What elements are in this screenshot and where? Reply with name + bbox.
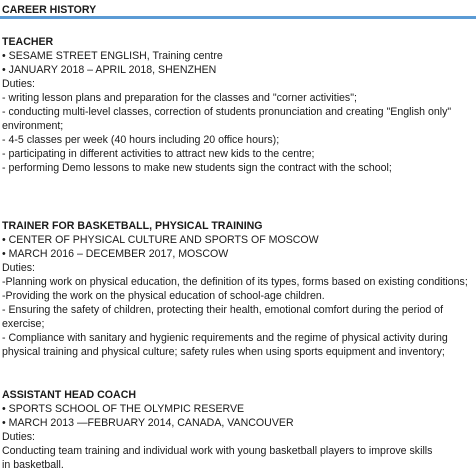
duty-line: exercise; [2,318,45,330]
duty-line: Conducting team training and individual work with young basketball players to improve skills [2,445,433,457]
job-dates-location: • JANUARY 2018 – APRIL 2018, SHENZHEN [2,64,217,76]
job-employer: • CENTER OF PHYSICAL CULTURE AND SPORTS OF MOSCOW [2,234,319,246]
duty-line: physical training and physical culture; safety rules when using sports equipment and inventory; [2,346,445,358]
duty-line: - writing lesson plans and preparation for the classes and "corner activities"; [2,92,357,104]
job-entry-teacher [2,35,474,175]
duty-line: - Compliance with sanitary and hygienic requirements and the regime of physical activity during [2,332,448,344]
duty-line: -Planning work on physical education, the definition of its types, forms based on existing conditions; [2,276,468,288]
job-dates-location: • MARCH 2016 – DECEMBER 2017, MOSCOW [2,248,229,260]
job-employer: • SESAME STREET ENGLISH, Training centre [2,50,223,62]
job-entry-trainer [2,219,474,359]
duty-line: - 4-5 classes per week (40 hours including 20 office hours); [2,134,280,146]
duty-line: - participating in different activities to attract new kids to the centre; [2,148,315,160]
duty-line: -Providing the work on the physical education of school-age children. [2,290,325,302]
job-title: TRAINER FOR BASKETBALL, PHYSICAL TRAINING [2,220,263,232]
duties-label: Duties: [2,431,35,443]
duties-label: Duties: [2,78,35,90]
section-divider [0,16,476,19]
job-dates-location: • MARCH 2013 —FEBRUARY 2014, CANADA, VANCOUVER [2,417,294,429]
duty-line: in basketball. [2,459,64,471]
job-title: ASSISTANT HEAD COACH [2,389,136,401]
duty-line: - Ensuring the safety of children, protecting their health, emotional comfort during the period of [2,304,444,316]
section-title: CAREER HISTORY [2,4,97,16]
duty-line: - conducting multi-level classes, correction of students pronunciation and creating "English only" [2,106,452,118]
job-title: TEACHER [2,36,54,48]
duty-line: environment; [2,120,64,132]
job-entry-assistant-head-coach [2,388,474,472]
job-employer: • SPORTS SCHOOL OF THE OLYMPIC RESERVE [2,403,245,415]
duties-label: Duties: [2,262,35,274]
duty-line: - performing Demo lessons to make new students sign the contract with the school; [2,162,392,174]
